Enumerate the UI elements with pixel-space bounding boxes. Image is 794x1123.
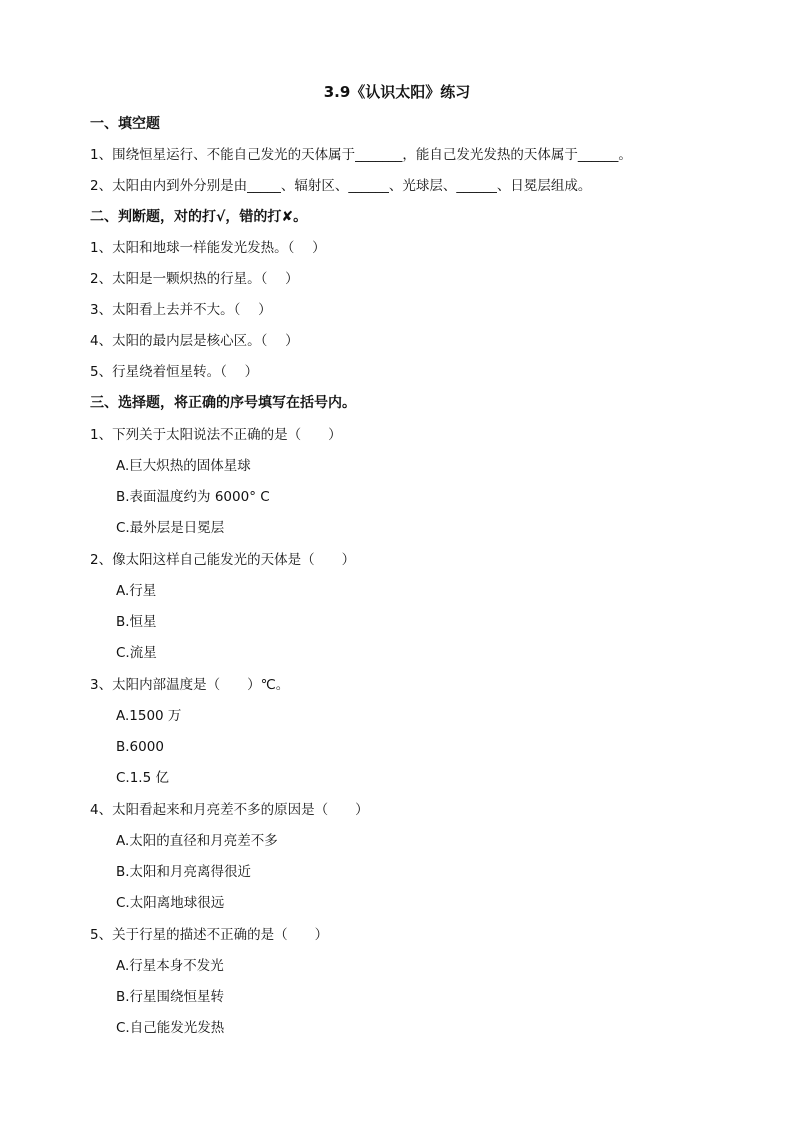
choice-question-2-option-c: C.流星 bbox=[116, 645, 157, 661]
choice-question-2-stem: 2、像太阳这样自己能发光的天体是（ ） bbox=[90, 552, 356, 568]
page-title: 3.9《认识太阳》练习 bbox=[323, 83, 471, 101]
true-false-question-4: 4、太阳的最内层是核心区。（ ） bbox=[90, 333, 299, 349]
choice-question-1-option-b: B.表面温度约为 6000° C bbox=[116, 489, 270, 505]
choice-question-3-option-b: B.6000 bbox=[116, 739, 164, 755]
choice-question-1-stem: 1、下列关于太阳说法不正确的是（ ） bbox=[90, 427, 342, 443]
true-false-question-5: 5、行星绕着恒星转。（ ） bbox=[90, 364, 259, 380]
fill-blank-question-1: 1、围绕恒星运行、不能自己发光的天体属于_______，能自己发光发热的天体属于______。 bbox=[90, 147, 632, 163]
true-false-question-2: 2、太阳是一颗炽热的行星。（ ） bbox=[90, 271, 299, 287]
choice-question-4-option-b: B.太阳和月亮离得很近 bbox=[116, 864, 252, 880]
choice-question-5-stem: 5、关于行星的描述不正确的是（ ） bbox=[90, 927, 329, 943]
choice-question-4-option-c: C.太阳离地球很远 bbox=[116, 895, 225, 911]
choice-question-5-option-c: C.自己能发光发热 bbox=[116, 1020, 225, 1036]
fill-blank-question-2: 2、太阳由内到外分别是由_____、辐射区、______、光球层、______、日冕层组成。 bbox=[90, 178, 592, 194]
true-false-question-1: 1、太阳和地球一样能发光发热。（ ） bbox=[90, 240, 326, 256]
true-false-question-3: 3、太阳看上去并不大。（ ） bbox=[90, 302, 272, 318]
choice-question-3-option-c: C.1.5 亿 bbox=[116, 770, 169, 786]
choice-question-3-stem: 3、太阳内部温度是（ ）℃。 bbox=[90, 677, 290, 693]
choice-question-2-option-a: A.行星 bbox=[116, 583, 157, 599]
section-heading-fill-blank: 一、填空题 bbox=[90, 116, 160, 132]
choice-question-1-option-c: C.最外层是日冕层 bbox=[116, 520, 225, 536]
choice-question-4-stem: 4、太阳看起来和月亮差不多的原因是（ ） bbox=[90, 802, 369, 818]
choice-question-4-option-a: A.太阳的直径和月亮差不多 bbox=[116, 833, 278, 849]
choice-question-3-option-a: A.1500 万 bbox=[116, 708, 182, 724]
section-heading-multiple-choice: 三、选择题，将正确的序号填写在括号内。 bbox=[90, 395, 356, 411]
choice-question-1-option-a: A.巨大炽热的固体星球 bbox=[116, 458, 251, 474]
choice-question-2-option-b: B.恒星 bbox=[116, 614, 157, 630]
choice-question-5-option-b: B.行星围绕恒星转 bbox=[116, 989, 225, 1005]
section-heading-true-false: 二、判断题，对的打√，错的打✘。 bbox=[90, 209, 308, 225]
choice-question-5-option-a: A.行星本身不发光 bbox=[116, 958, 224, 974]
